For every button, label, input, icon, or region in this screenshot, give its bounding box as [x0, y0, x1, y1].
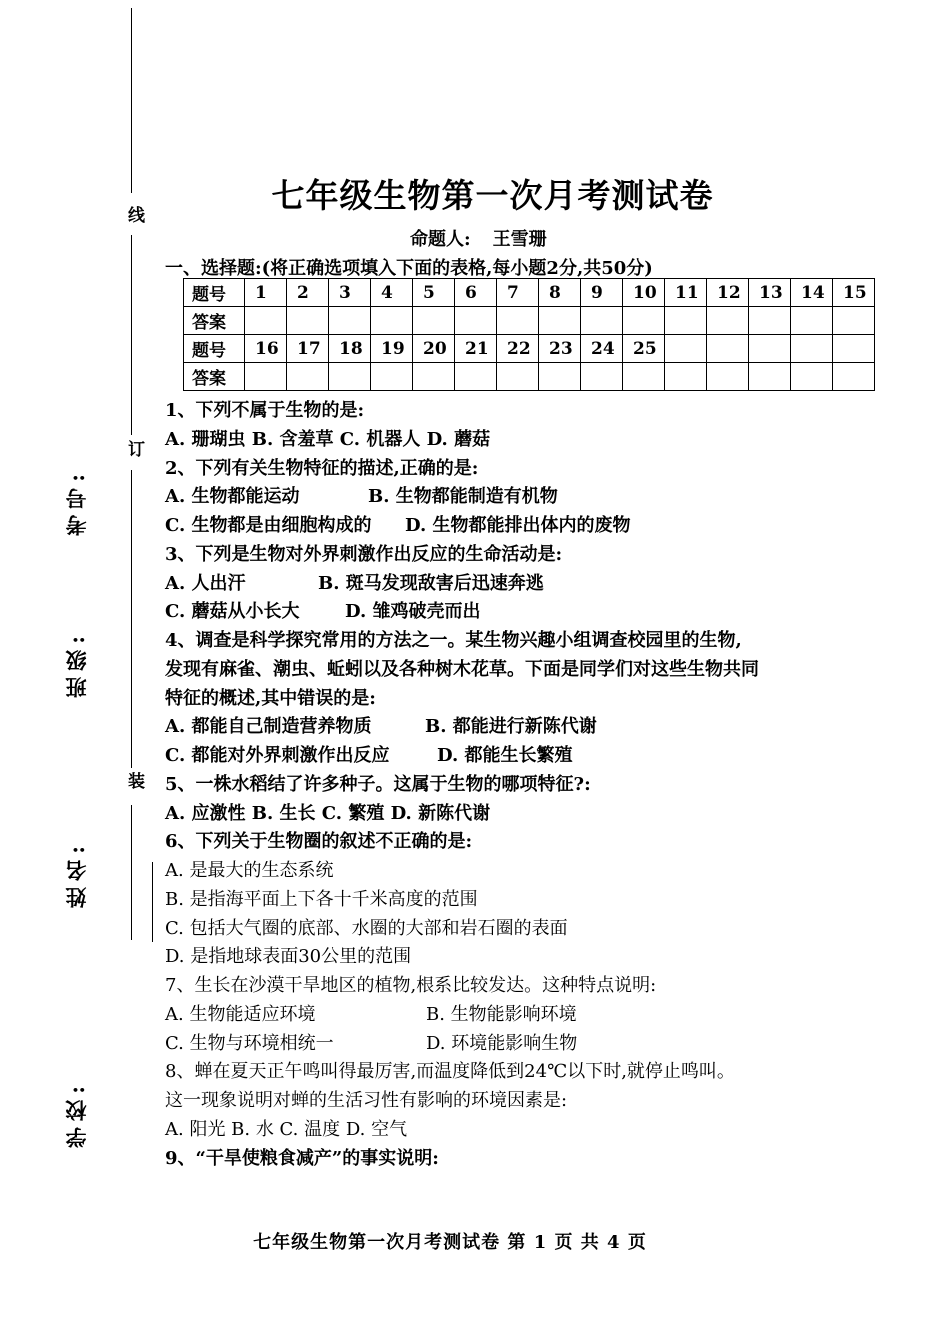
question-6-option-c: C. 包括大气圈的底部、水圈的大部和岩石圈的表面	[165, 917, 568, 939]
question-9: 9、“干旱使粮食减产”的事实说明:	[165, 1147, 439, 1169]
table-label-answer: 答案	[184, 307, 245, 335]
table-cell: 1	[245, 279, 287, 307]
binding-mark-bind: 装	[124, 772, 144, 789]
table-cell	[707, 335, 749, 363]
author-label: 命题人:	[410, 229, 471, 250]
answer-cell[interactable]	[623, 307, 665, 335]
question-4-line-1: 4、调查是科学探究常用的方法之一。某生物兴趣小组调查校园里的生物,	[165, 630, 742, 651]
binding-mark-order: 订	[124, 440, 144, 457]
option-c: C. 生物与环境相统一	[165, 1032, 334, 1054]
table-cell: 7	[497, 279, 539, 307]
option-a: A. 生物都能运动	[165, 486, 300, 508]
answer-cell[interactable]	[707, 363, 749, 391]
table-cell: 15	[833, 279, 875, 307]
question-6-option-d: D. 是指地球表面30公里的范围	[165, 946, 412, 968]
answer-cell[interactable]	[749, 363, 791, 391]
question-5: 5、一株水稻结了许多种子。这属于生物的哪项特征?:	[165, 773, 591, 795]
table-cell: 21	[455, 335, 497, 363]
table-cell: 6	[455, 279, 497, 307]
question-list	[165, 397, 925, 1173]
question-6-option-b: B. 是指海平面上下各十千米高度的范围	[165, 888, 478, 910]
question-4-line-2: 发现有麻雀、潮虫、蚯蚓以及各种树木花草。下面是同学们对这些生物共同	[165, 658, 759, 680]
table-cell	[749, 335, 791, 363]
binding-line	[131, 470, 132, 768]
option-c: C. 都能对外界刺激作出反应	[165, 745, 390, 766]
table-cell: 25	[623, 335, 665, 363]
page-footer: 七年级生物第一次月考测试卷 第 1 页 共 4 页	[253, 1232, 647, 1253]
question-3: 3、下列是生物对外界刺激作出反应的生命活动是:	[165, 543, 563, 565]
question-8-line-1: 8、蝉在夏天正午鸣叫得最厉害,而温度降低到24℃以下时,就停止鸣叫。	[165, 1061, 735, 1083]
answer-cell[interactable]	[497, 363, 539, 391]
question-2-options-ab	[165, 483, 925, 512]
table-row	[184, 363, 875, 391]
option-a: A. 都能自己制造营养物质	[165, 716, 372, 738]
option-a: A. 生物能适应环境	[165, 1003, 316, 1025]
answer-cell[interactable]	[791, 307, 833, 335]
answer-cell[interactable]	[581, 307, 623, 335]
author-name: 王雪珊	[492, 229, 547, 250]
option-a: A. 人出汗	[165, 572, 246, 594]
table-cell: 3	[329, 279, 371, 307]
answer-cell[interactable]	[539, 363, 581, 391]
answer-cell[interactable]	[413, 307, 455, 335]
answer-cell[interactable]	[371, 363, 413, 391]
answer-cell[interactable]	[245, 363, 287, 391]
table-cell	[665, 335, 707, 363]
option-b: B. 生物都能制造有机物	[368, 486, 558, 508]
question-4-line-3: 特征的概述,其中错误的是:	[165, 687, 376, 709]
table-cell: 12	[707, 279, 749, 307]
binding-line	[152, 862, 153, 942]
field-name: 姓名:	[64, 840, 89, 908]
question-8-line-2: 这一现象说明对蝉的生活习性有影响的环境因素是:	[165, 1090, 568, 1111]
table-cell: 18	[329, 335, 371, 363]
table-cell: 10	[623, 279, 665, 307]
table-cell: 5	[413, 279, 455, 307]
table-row	[184, 307, 875, 335]
question-7-options-cd	[165, 1030, 925, 1059]
question-6-option-a: A. 是最大的生态系统	[165, 860, 334, 881]
option-d: D. 生物都能排出体内的废物	[405, 515, 631, 536]
option-b: B. 斑马发现敌害后迅速奔逃	[318, 572, 544, 594]
table-cell: 17	[287, 335, 329, 363]
option-c: C. 生物都是由细胞构成的	[165, 515, 372, 536]
table-label-number: 题号	[184, 279, 245, 307]
answer-cell[interactable]	[413, 363, 455, 391]
table-cell: 11	[665, 279, 707, 307]
table-cell: 24	[581, 335, 623, 363]
option-c: C. 蘑菇从小长大	[165, 601, 300, 623]
table-cell: 20	[413, 335, 455, 363]
table-cell: 16	[245, 335, 287, 363]
table-cell: 9	[581, 279, 623, 307]
table-cell: 23	[539, 335, 581, 363]
table-cell: 2	[287, 279, 329, 307]
option-b: B. 都能进行新陈代谢	[425, 716, 597, 738]
answer-cell[interactable]	[791, 363, 833, 391]
answer-cell[interactable]	[665, 363, 707, 391]
answer-cell[interactable]	[833, 307, 875, 335]
question-1-options: A. 珊瑚虫 B. 含羞草 C. 机器人 D. 蘑菇	[165, 428, 491, 450]
binding-line	[131, 8, 132, 193]
question-6: 6、下列关于生物圈的叙述不正确的是:	[165, 831, 473, 853]
binding-line	[131, 805, 132, 940]
page-title: 七年级生物第一次月考测试卷	[271, 176, 714, 215]
answer-cell[interactable]	[539, 307, 581, 335]
answer-table	[183, 278, 875, 391]
question-5-options: A. 应激性 B. 生长 C. 繁殖 D. 新陈代谢	[165, 802, 491, 824]
answer-cell[interactable]	[749, 307, 791, 335]
question-7-options-ab	[165, 1001, 925, 1030]
answer-cell[interactable]	[329, 307, 371, 335]
table-cell: 13	[749, 279, 791, 307]
answer-cell[interactable]	[287, 307, 329, 335]
answer-cell[interactable]	[287, 363, 329, 391]
option-d: D. 环境能影响生物	[426, 1032, 578, 1054]
answer-cell[interactable]	[455, 307, 497, 335]
option-d: D. 雏鸡破壳而出	[345, 601, 481, 623]
answer-cell[interactable]	[833, 363, 875, 391]
answer-cell[interactable]	[371, 307, 413, 335]
table-label-answer: 答案	[184, 363, 245, 391]
table-cell: 19	[371, 335, 413, 363]
answer-cell[interactable]	[581, 363, 623, 391]
binding-mark-line: 线	[124, 206, 144, 223]
option-b: B. 生物能影响环境	[426, 1003, 577, 1025]
question-2: 2、下列有关生物特征的描述,正确的是:	[165, 457, 479, 479]
table-row	[184, 335, 875, 363]
answer-cell[interactable]	[665, 307, 707, 335]
field-school: 学校:	[64, 1080, 89, 1148]
field-class: 班级:	[64, 630, 89, 698]
table-cell: 14	[791, 279, 833, 307]
section-heading: 一、选择题:(将正确选项填入下面的表格,每小题2分,共50分)	[165, 258, 653, 279]
table-cell: 4	[371, 279, 413, 307]
question-4-options-ab	[165, 713, 925, 742]
question-7: 7、生长在沙漠干旱地区的植物,根系比较发达。这种特点说明:	[165, 975, 657, 996]
table-label-number: 题号	[184, 335, 245, 363]
option-d: D. 都能生长繁殖	[437, 745, 573, 766]
question-4-options-cd	[165, 742, 925, 771]
author-line	[410, 225, 547, 251]
answer-cell[interactable]	[707, 307, 749, 335]
answer-cell[interactable]	[245, 307, 287, 335]
answer-cell[interactable]	[497, 307, 539, 335]
answer-cell[interactable]	[623, 363, 665, 391]
question-3-options-ab	[165, 570, 925, 599]
question-3-options-cd	[165, 598, 925, 627]
binding-line	[131, 235, 132, 435]
table-row	[184, 279, 875, 307]
question-8-options: A. 阳光 B. 水 C. 温度 D. 空气	[165, 1118, 408, 1140]
table-cell: 8	[539, 279, 581, 307]
table-cell	[833, 335, 875, 363]
table-cell: 22	[497, 335, 539, 363]
question-1: 1、下列不属于生物的是:	[165, 400, 365, 421]
table-cell	[791, 335, 833, 363]
field-exam-number: 考号:	[64, 468, 89, 536]
question-2-options-cd	[165, 512, 925, 541]
answer-cell[interactable]	[455, 363, 497, 391]
answer-cell[interactable]	[329, 363, 371, 391]
